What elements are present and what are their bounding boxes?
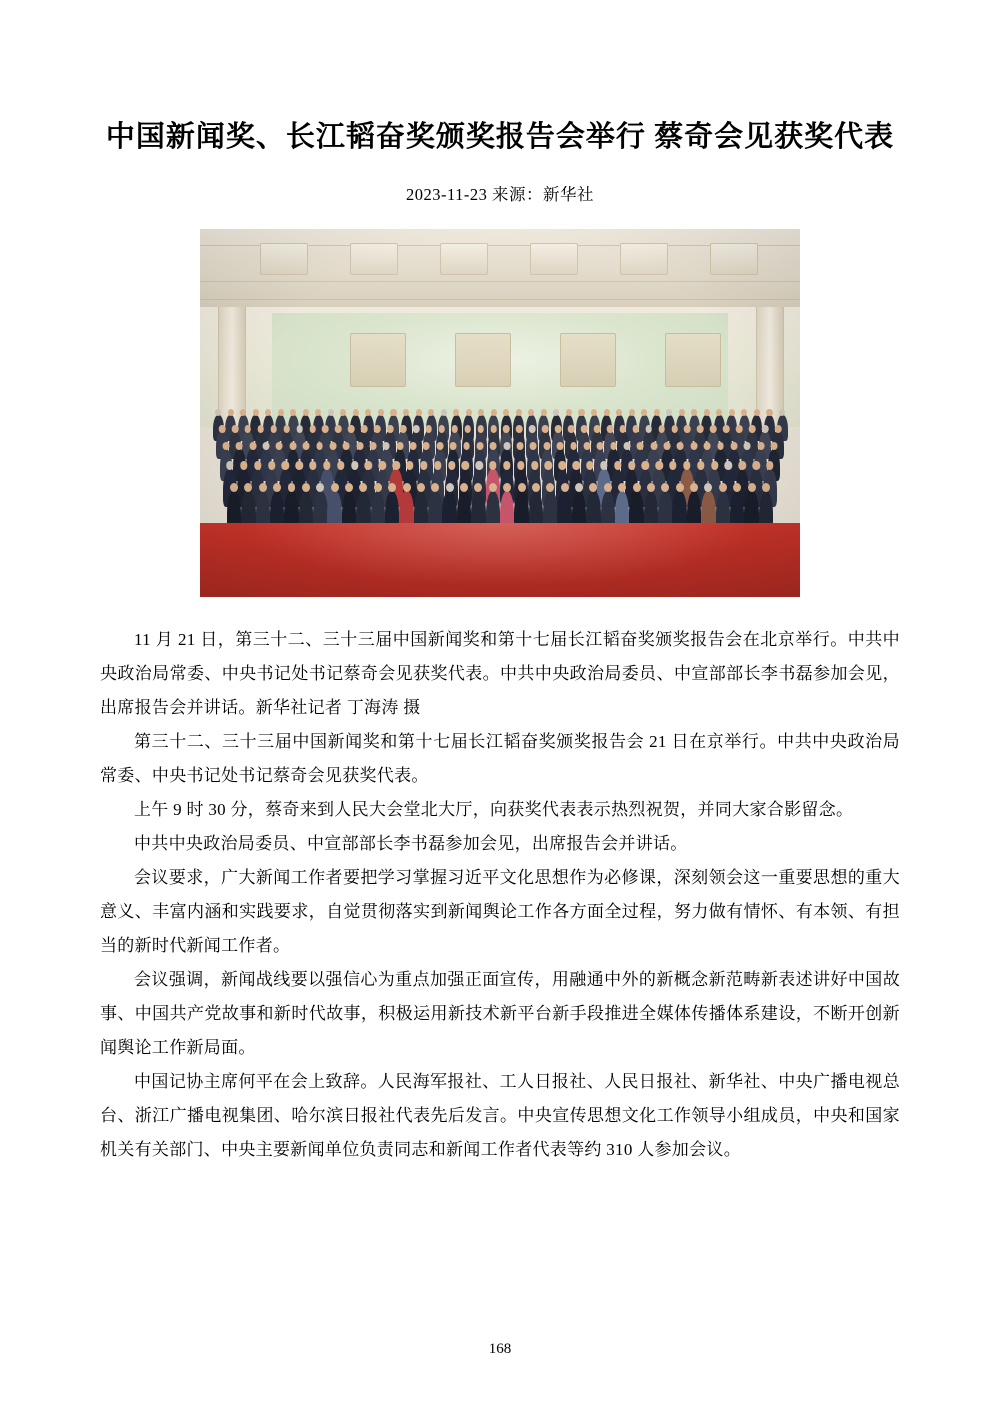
photo-person-head	[725, 461, 732, 469]
photo-person-head	[228, 409, 234, 416]
photo-person-head	[387, 425, 394, 432]
photo-person-head	[490, 425, 497, 432]
photo-person-head	[426, 425, 433, 432]
photo-person-head	[236, 442, 243, 450]
photo-person-head	[503, 483, 511, 492]
photo-person-head	[268, 461, 275, 469]
photo-person-head	[348, 425, 355, 432]
photo-red-carpet	[200, 523, 800, 597]
photo-person-head	[503, 442, 510, 450]
photo-person-head	[226, 461, 233, 469]
photo-person-head	[388, 483, 396, 492]
photo-person-head	[710, 425, 717, 432]
photo-person-head	[270, 425, 277, 432]
photo-person-head	[610, 442, 617, 450]
photo-person-head	[568, 425, 575, 432]
photo-person-head	[434, 461, 441, 469]
photo-person-head	[353, 409, 359, 416]
photo-person-head	[633, 483, 641, 492]
photo-person-head	[303, 442, 310, 450]
photo-person-head	[489, 483, 497, 492]
photo-person-head	[591, 409, 597, 416]
photo-person-head	[223, 442, 230, 450]
photo-person-head	[474, 483, 482, 492]
photo-person-head	[428, 409, 434, 416]
photo-person-head	[676, 483, 684, 492]
photo-person-head	[752, 461, 759, 469]
photo-person-head	[618, 483, 626, 492]
article-paragraph: 11 月 21 日，第三十二、三十三届中国新闻奖和第十七届长江韬奋奖颁奖报告会在北京举行。中共中央政治局常委、中央书记处书记蔡奇会见获奖代表。中共中央政治局委员、中宣部部长李书磊参加会见，出席报告会并讲话。新华社记者 丁海涛 摄	[100, 630, 900, 718]
article-paragraph: 中共中央政治局委员、中宣部部长李书磊参加会见，出席报告会并讲话。	[134, 834, 688, 854]
photo-person-head	[478, 409, 484, 416]
photo-person-head	[303, 409, 309, 416]
photo-person-head	[575, 483, 583, 492]
photo-person-head	[383, 442, 390, 450]
photo-person-head	[503, 425, 510, 432]
photo-person-head	[215, 409, 221, 416]
photo-person-head	[604, 409, 610, 416]
photo-person-head	[671, 425, 678, 432]
photo-person-head	[396, 442, 403, 450]
photo-person-head	[766, 409, 772, 416]
photo-person-head	[503, 461, 510, 469]
photo-person-head	[374, 425, 381, 432]
photo-person-head	[691, 409, 697, 416]
article-body	[100, 623, 900, 1167]
photo-person-head	[704, 409, 710, 416]
article-paragraph: 中国记协主席何平在会上致辞。人民海军报社、工人日报社、人民日报社、新华社、中央广播电视总台、浙江广播电视集团、哈尔滨日报社代表先后发言。中央宣传思想文化工作领导小组成员，中央和国家机关有关部门、中央主要新闻单位负责同志和新闻工作者代表等约 310 人参加会议。	[100, 1072, 900, 1160]
photo-person-head	[561, 483, 569, 492]
photo-person-head	[624, 442, 631, 450]
photo-person-head	[340, 409, 346, 416]
photo-person-head	[729, 409, 735, 416]
photo-wall-panel	[350, 333, 406, 387]
photo-wall-panel	[455, 333, 511, 387]
photo-person-head	[359, 483, 367, 492]
photo-person-head	[219, 425, 226, 432]
photo-person-head	[748, 483, 756, 492]
photo-person-head	[517, 461, 524, 469]
photo-person-head	[464, 425, 471, 432]
photo-person-head	[477, 425, 484, 432]
photo-carpet-sheen	[200, 523, 800, 597]
photo-person-head	[541, 409, 547, 416]
photo-person-head	[315, 409, 321, 416]
photo-person-head	[370, 442, 377, 450]
photo-ceiling-panel	[530, 243, 578, 275]
photo-person-head	[351, 461, 358, 469]
photo-person-head	[744, 442, 751, 450]
photo-person-head	[453, 409, 459, 416]
photo-person-head	[697, 461, 704, 469]
figure-container	[100, 229, 900, 597]
photo-person-head	[378, 409, 384, 416]
photo-person-head	[645, 425, 652, 432]
photo-person-head	[775, 425, 782, 432]
photo-wall-panel	[560, 333, 616, 387]
photo-ceiling-panel	[350, 243, 398, 275]
photo-person-head	[628, 461, 635, 469]
photo-person-head	[316, 483, 324, 492]
photo-person-head	[716, 409, 722, 416]
photo-person-head	[677, 442, 684, 450]
photo-person-head	[400, 425, 407, 432]
photo-person-head	[529, 425, 536, 432]
photo-person-head	[254, 461, 261, 469]
photo-person-head	[423, 442, 430, 450]
photo-person-head	[516, 425, 523, 432]
photo-person-head	[410, 442, 417, 450]
photo-person-head	[656, 461, 663, 469]
photo-person-head	[650, 442, 657, 450]
photo-ceiling-panel	[620, 243, 668, 275]
photo-person-head	[283, 425, 290, 432]
photo-person-head	[244, 483, 252, 492]
photo-person-head	[245, 425, 252, 432]
article-paragraph: 会议强调，新闻战线要以强信心为重点加强正面宣传，用融通中外的新概念新范畴新表述讲好中国故事、中国共产党故事和新时代故事，积极运用新技术新平台新手段推进全媒体传播体系建设，不断开创新闻舆论工作新局面。	[100, 970, 900, 1058]
photo-person-head	[518, 483, 526, 492]
photo-person-head	[679, 409, 685, 416]
photo-person-head	[436, 442, 443, 450]
photo-person-head	[739, 461, 746, 469]
photo-person-head	[335, 425, 342, 432]
photo-person-head	[365, 409, 371, 416]
photo-person-head	[420, 461, 427, 469]
photo-person-head	[392, 461, 399, 469]
photo-person-head	[723, 425, 730, 432]
photo-person-head	[309, 461, 316, 469]
photo-person-head	[441, 409, 447, 416]
photo-person-head	[736, 425, 743, 432]
photo-person-head	[620, 425, 627, 432]
photo-person-head	[557, 442, 564, 450]
photo-person-head	[545, 461, 552, 469]
article-paragraph: 第三十二、三十三届中国新闻奖和第十七届长江韬奋奖颁奖报告会 21 日在京举行。中共中央政治局常委、中央书记处书记蔡奇会见获奖代表。	[100, 732, 900, 786]
photo-person-head	[719, 483, 727, 492]
photo-person-head	[669, 461, 676, 469]
photo-person-head	[356, 442, 363, 450]
photo-person-head	[290, 409, 296, 416]
photo-person-head	[230, 483, 238, 492]
photo-person-head	[766, 461, 773, 469]
photo-person-head	[282, 461, 289, 469]
photo-ceiling-line	[200, 299, 800, 300]
photo-person-head	[503, 409, 509, 416]
photo-person-head	[309, 425, 316, 432]
photo-person-head	[594, 425, 601, 432]
photo-person-head	[684, 425, 691, 432]
article-byline: 2023-11-23 来源：新华社	[405, 185, 594, 205]
photo-person-head	[240, 409, 246, 416]
page-number: 168	[488, 1341, 512, 1357]
photo-person-head	[417, 483, 425, 492]
photo-person-head	[647, 483, 655, 492]
photo-person-head	[289, 442, 296, 450]
photo-person-head	[771, 442, 778, 450]
photo-person-head	[570, 442, 577, 450]
photo-person-head	[528, 409, 534, 416]
photo-person-head	[259, 483, 267, 492]
photo-person-head	[257, 425, 264, 432]
photo-person-head	[733, 483, 741, 492]
photo-person-head	[463, 442, 470, 450]
photo-person-head	[604, 483, 612, 492]
photo-person-head	[532, 483, 540, 492]
article-paragraph: 上午 9 时 30 分，蔡奇来到人民大会堂北大厅，向获奖代表表示热烈祝贺，并同大家合影留念。	[134, 800, 854, 820]
photo-person-head	[316, 442, 323, 450]
photo-person-head	[629, 409, 635, 416]
photo-person-head	[555, 425, 562, 432]
photo-person-head	[365, 461, 372, 469]
photo-person-head	[741, 409, 747, 416]
photo-person-head	[614, 461, 621, 469]
photo-person-head	[697, 425, 704, 432]
photo-person-head	[343, 442, 350, 450]
photo-person-head	[616, 409, 622, 416]
photo-person-head	[690, 442, 697, 450]
photo-ceiling-line	[200, 281, 800, 282]
photo-person-head	[586, 461, 593, 469]
photo-person-head	[240, 461, 247, 469]
photo-person-head	[730, 442, 737, 450]
photo-person-head	[296, 425, 303, 432]
photo-person-head	[661, 483, 669, 492]
photo-person-head	[249, 442, 256, 450]
photo-person-head	[553, 409, 559, 416]
page-title: 中国新闻奖、长江韬奋奖颁奖报告会举行 蔡奇会见获奖代表	[105, 121, 895, 153]
photo-person-head	[542, 425, 549, 432]
article-paragraph: 会议要求，广大新闻工作者要把学习掌握习近平文化思想作为必修课，深刻领会这一重要思想的重大意义、丰富内涵和实践要求，自觉贯彻落实到新闻舆论工作各方面全过程，努力做有情怀、有本领、有担当的新时代新闻工作者。	[100, 868, 900, 956]
photo-person-head	[276, 442, 283, 450]
photo-person-head	[583, 442, 590, 450]
photo-person-head	[462, 461, 469, 469]
photo-person-head	[263, 442, 270, 450]
photo-person-head	[711, 461, 718, 469]
photo-person-head	[517, 442, 524, 450]
photo-person-head	[690, 483, 698, 492]
photo-person-head	[754, 409, 760, 416]
photo-person-head	[704, 442, 711, 450]
photo-person-head	[491, 409, 497, 416]
photo-person-head	[253, 409, 259, 416]
photo-person-head	[460, 483, 468, 492]
photo-person-head	[328, 409, 334, 416]
photo-person-head	[762, 425, 769, 432]
photo-person-head	[654, 409, 660, 416]
photo-person-head	[406, 461, 413, 469]
photo-person-head	[331, 483, 339, 492]
photo-person-head	[530, 442, 537, 450]
photo-ceiling-panel	[710, 243, 758, 275]
photo-ceiling-panel	[440, 243, 488, 275]
photo-person-head	[578, 409, 584, 416]
photo-person-head	[302, 483, 310, 492]
photo-person-head	[705, 483, 713, 492]
photo-person-head	[265, 409, 271, 416]
photo-person-head	[288, 483, 296, 492]
photo-crowd	[202, 411, 798, 531]
photo-person-head	[345, 483, 353, 492]
photo-person-head	[403, 483, 411, 492]
photo-person-head	[749, 425, 756, 432]
photo-person-head	[717, 442, 724, 450]
photo-person-head	[451, 425, 458, 432]
photo-ceiling-panel	[260, 243, 308, 275]
photo-person-head	[666, 409, 672, 416]
photo-person-head	[516, 409, 522, 416]
photo-person-head	[323, 461, 330, 469]
photo-person-head	[543, 442, 550, 450]
photo-person-head	[757, 442, 764, 450]
photo-person-head	[390, 409, 396, 416]
photo-person-head	[273, 483, 281, 492]
photo-person-head	[546, 483, 554, 492]
photo-person-head	[566, 409, 572, 416]
photo-person-head	[642, 461, 649, 469]
photo-person-head	[632, 425, 639, 432]
photo-person-head	[600, 461, 607, 469]
photo-person-head	[337, 461, 344, 469]
photo-person-head	[476, 461, 483, 469]
photo-person-head	[232, 425, 239, 432]
photo-person-head	[683, 461, 690, 469]
photo-person-head	[589, 483, 597, 492]
photo-person-head	[361, 425, 368, 432]
photo-person-head	[489, 461, 496, 469]
photo-person-head	[322, 425, 329, 432]
photo-person-head	[779, 409, 785, 416]
photo-person-head	[490, 442, 497, 450]
photo-person-head	[658, 425, 665, 432]
photo-person-head	[664, 442, 671, 450]
photo-person-head	[531, 461, 538, 469]
photo-person-head	[448, 461, 455, 469]
photo-person-head	[572, 461, 579, 469]
photo-person-head	[431, 483, 439, 492]
photo-person-head	[581, 425, 588, 432]
photo-person-head	[597, 442, 604, 450]
photo-person-head	[466, 409, 472, 416]
photo-person-head	[403, 409, 409, 416]
photo-person-head	[413, 425, 420, 432]
photo-person-head	[607, 425, 614, 432]
photo-wall-panel	[665, 333, 721, 387]
group-photo	[200, 229, 800, 597]
photo-person-head	[416, 409, 422, 416]
photo-person-head	[439, 425, 446, 432]
photo-person-head	[762, 483, 770, 492]
photo-person-head	[379, 461, 386, 469]
photo-person-head	[446, 483, 454, 492]
photo-person-head	[477, 442, 484, 450]
photo-person-head	[559, 461, 566, 469]
photo-person-head	[329, 442, 336, 450]
photo-person-head	[374, 483, 382, 492]
photo-person-head	[641, 409, 647, 416]
photo-person-head	[637, 442, 644, 450]
photo-person-head	[278, 409, 284, 416]
photo-person-head	[450, 442, 457, 450]
photo-person-head	[296, 461, 303, 469]
